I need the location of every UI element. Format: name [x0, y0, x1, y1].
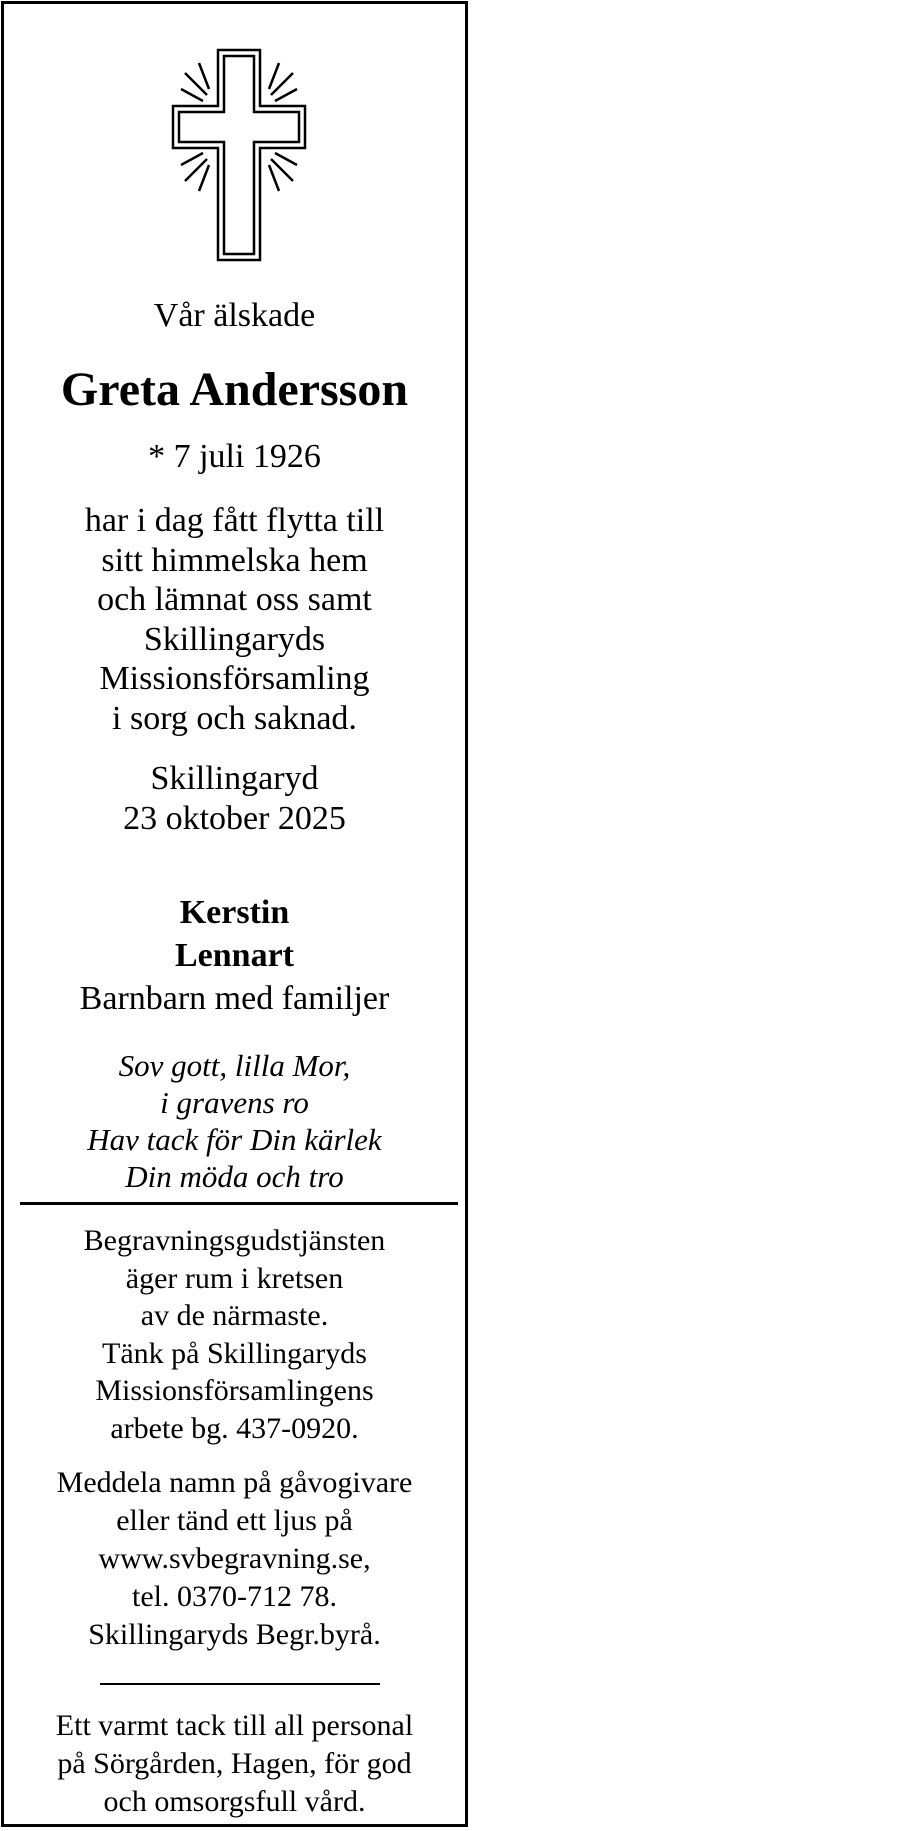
- message-line: sitt himmelska hem: [101, 541, 368, 579]
- notice-line: eller tänd ett ljus på: [116, 1504, 353, 1537]
- intro-text: Vår älskade: [153, 297, 316, 334]
- funeral-info: [4, 1222, 465, 1447]
- notice-line: www.svbegravning.se,: [98, 1542, 371, 1575]
- poem-line: Din möda och tro: [125, 1159, 344, 1194]
- poem-line: i gravens ro: [160, 1085, 309, 1120]
- signer-others: Barnbarn med familjer: [79, 980, 390, 1017]
- signers: [4, 891, 465, 1020]
- notice-line: Skillingaryds Begr.byrå.: [88, 1618, 381, 1651]
- funeral-line: av de närmaste.: [140, 1299, 329, 1332]
- poem-line: Hav tack för Din kärlek: [87, 1122, 382, 1157]
- notice-line: tel. 0370-712 78.: [132, 1580, 337, 1613]
- thanks-line: Ett varmt tack till all personal: [55, 1709, 414, 1742]
- section-divider: [20, 1202, 458, 1205]
- message-line: har i dag fått flytta till: [84, 502, 385, 539]
- poem-line: Sov gott, lilla Mor,: [118, 1048, 351, 1083]
- funeral-line: Begravningsgudstjänsten: [83, 1224, 386, 1257]
- donation-notice: [4, 1464, 465, 1654]
- message-line: Skillingaryds: [143, 620, 326, 658]
- place: Skillingaryd: [150, 760, 319, 797]
- announcement-message: [4, 501, 465, 738]
- memorial-poem: [4, 1047, 465, 1195]
- message-line: Missionsförsamling: [99, 660, 370, 697]
- funeral-line: äger rum i kretsen: [125, 1261, 344, 1295]
- obituary-notice: [1, 1, 468, 1827]
- signer-name: Kerstin: [179, 894, 290, 931]
- thanks-line: och omsorgsfull vård.: [103, 1785, 366, 1818]
- thanks-line: på Sörgården, Hagen, för god: [57, 1747, 412, 1780]
- message-line: i sorg och saknad.: [112, 699, 357, 737]
- funeral-line: arbete bg. 437-0920.: [110, 1411, 359, 1445]
- place-and-date: [4, 759, 465, 839]
- birth-date: * 7 juli 1926: [148, 438, 321, 475]
- message-line: och lämnat oss samt: [97, 581, 372, 618]
- signer-name: Lennart: [175, 937, 294, 974]
- funeral-line: Tänk på Skillingaryds: [102, 1336, 367, 1370]
- cross-with-rays-icon: [171, 47, 307, 263]
- funeral-line: Missionsförsamlingens: [95, 1374, 374, 1407]
- notice-line: Meddela namn på gåvogivare: [56, 1466, 413, 1499]
- deceased-name: Greta Andersson: [60, 363, 409, 416]
- thanks-text: [4, 1707, 465, 1821]
- date: 23 oktober 2025: [123, 800, 346, 837]
- short-divider: [100, 1683, 380, 1685]
